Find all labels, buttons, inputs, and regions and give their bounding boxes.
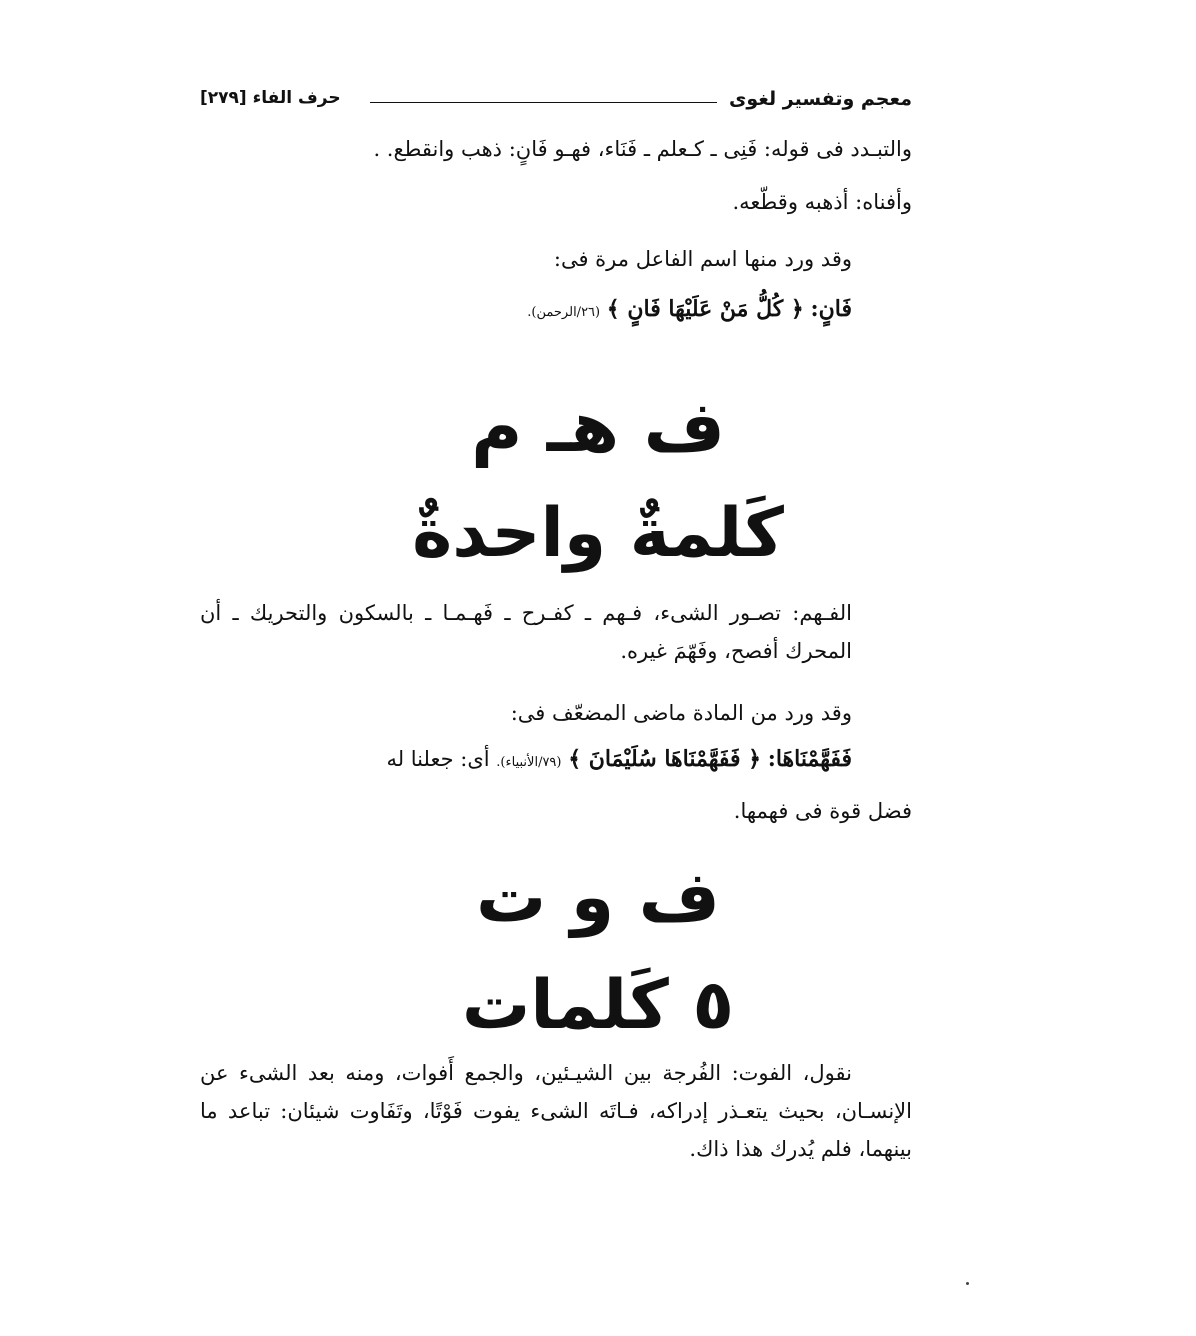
root-heading-fhm: ف هـ م — [471, 386, 725, 468]
section1-intro: وقد ورد من المادة ماضى المضعّف فى: — [510, 701, 852, 725]
section1-paragraph-text: الفـهم: تصـور الشىء، فـهم ـ كفـرح ـ فَهـمـا ـ بالسكون والتحريك ـ أن المحرك أفصح، وفَهّمَ غيره. — [200, 601, 852, 663]
scan-speck — [966, 1282, 969, 1285]
header-rule — [370, 102, 717, 103]
quran-ayah: ﴿ كُلُّ مَنْ عَلَيْهَا فَانٍ ﴾ — [606, 296, 804, 322]
prev-entry-quote — [527, 292, 852, 330]
book-title: معجم وتفسير لغوى — [728, 88, 912, 110]
section-page-number: حرف الفاء [٢٧٩] — [200, 88, 341, 108]
quoted-word: فَفَهَّمْنَاهَا: — [767, 746, 852, 772]
section1-quote — [200, 742, 852, 780]
running-header — [200, 88, 912, 118]
section2-paragraph: نقول، الفوت: الفُرجة بين الشيـئين، والجمع أَفوات، ومنه بعد الشىء عن الإنسـان، بحيث يتعـذر إدراكه، فـاتَه الشىء يفوت فَوْتًا، وتَفَاوت شيئان: تباعد ما بينهما، فلم يُدرك هذا ذاك. — [200, 1061, 912, 1161]
prev-entry-intro: وقد ورد منها اسم الفاعل مرة فى: — [553, 247, 852, 271]
section1-paragraph — [200, 594, 852, 670]
ayah-reference: (٧٩/الأنبياء). — [496, 755, 562, 770]
quote-continuation: أى: جعلنا له — [386, 747, 490, 771]
word-count-heading: كَلمةٌ واحدةٌ — [412, 494, 784, 573]
word-count-heading: ٥ كَلمات — [462, 966, 734, 1045]
section1-paragraph-end: فضل قوة فى فهمها. — [733, 799, 912, 823]
ayah-reference: (٢٦/الرحمن). — [527, 305, 601, 320]
root-heading-fwt: ف و ت — [476, 856, 720, 938]
prev-entry-line-1: والتبـدد فى قوله: فَنِى ـ كـعلم ـ فَنَاء، فهـو فَانٍ: ذهب وانقطع. . — [373, 137, 912, 161]
quran-ayah: ﴿ فَفَهَّمْنَاهَا سُلَيْمَانَ ﴾ — [568, 746, 762, 772]
prev-entry-line-2: وأفناه: أذهبه وقطّعه. — [732, 190, 912, 214]
quoted-word: فَانٍ: — [810, 296, 852, 322]
